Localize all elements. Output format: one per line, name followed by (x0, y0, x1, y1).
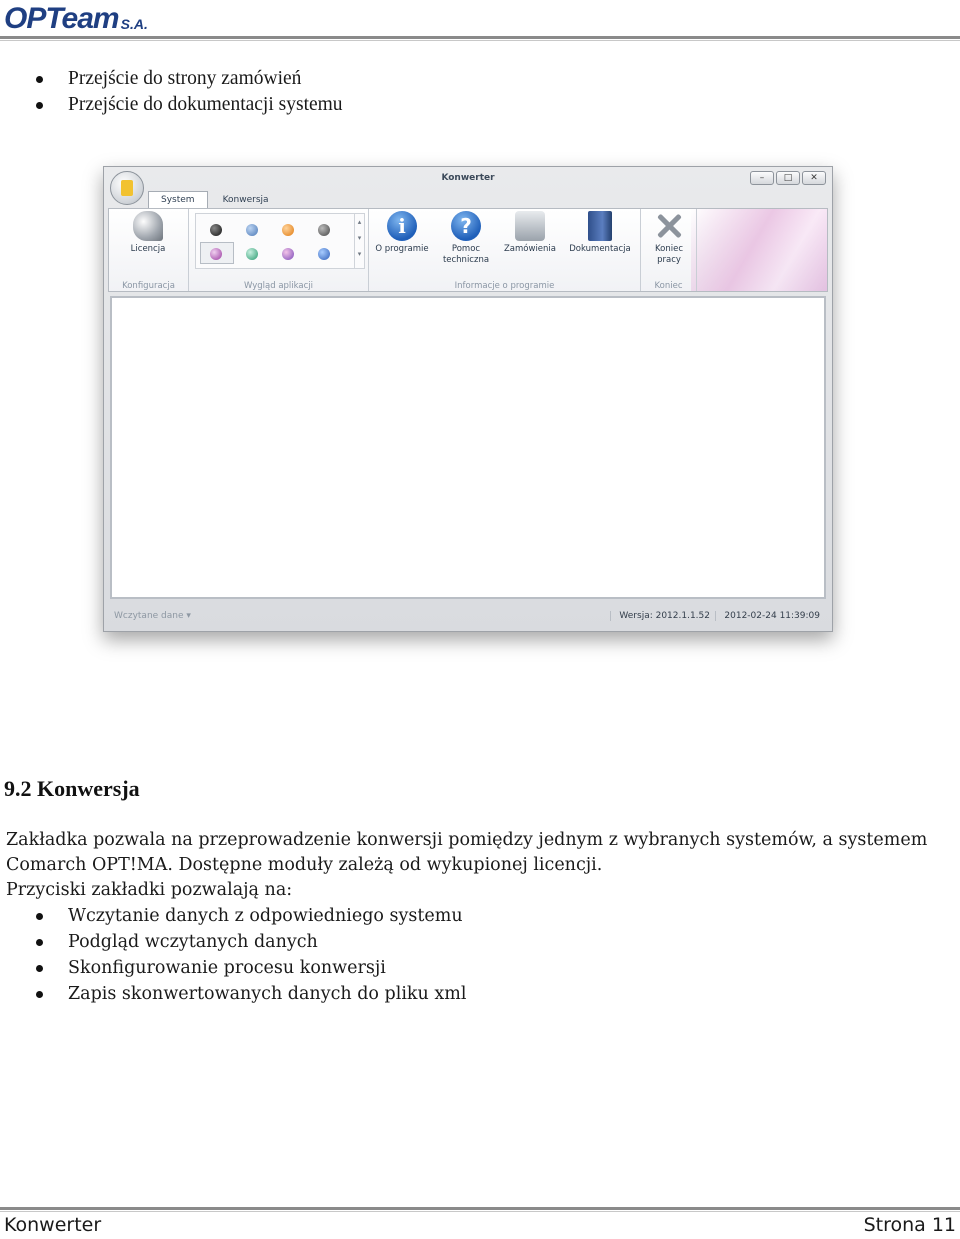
skin-green-icon[interactable] (246, 248, 258, 260)
main-content-area[interactable] (110, 296, 826, 599)
group-label: Wygląd aplikacji (243, 281, 314, 291)
dokumentacja-label: Dokumentacja (569, 244, 631, 254)
close-icon (654, 211, 684, 241)
paragraph-line: Comarch OPT!MA. Dostępne moduły zależą od wykupionej licencji. (6, 855, 603, 875)
tab-system[interactable]: System (148, 191, 208, 210)
bullet-icon (36, 965, 43, 972)
status-datetime: 2012-02-24 11:39:09 (715, 611, 820, 621)
skin-violet-icon[interactable] (282, 248, 294, 260)
skin-purple-icon[interactable] (210, 248, 222, 260)
list-item (0, 981, 466, 1007)
intro-bullet-list (0, 66, 343, 118)
minimize-button[interactable]: – (750, 171, 774, 185)
list-item (0, 66, 343, 92)
zamowienia-button[interactable] (499, 211, 561, 255)
skin-dark-icon[interactable] (318, 224, 330, 236)
bullet-icon (36, 939, 43, 946)
group-koniec (641, 209, 697, 292)
company-logo (4, 2, 148, 34)
koniec-label-2: pracy (657, 255, 681, 265)
status-bar (108, 605, 828, 627)
logo-text: OPTeam (4, 2, 119, 35)
close-button[interactable]: ✕ (802, 171, 826, 185)
group-wyglad (189, 209, 369, 292)
list-item (0, 929, 466, 955)
group-label: Konfiguracja (122, 281, 175, 291)
book-icon (588, 211, 612, 241)
footer-doc-title: Konwerter (4, 1214, 102, 1236)
section-title: 9.2 Konwersja (4, 776, 140, 801)
skin-lightblue-icon[interactable] (318, 248, 330, 260)
list-item-text: Podgląd wczytanych danych (68, 932, 318, 952)
gallery-scroll[interactable]: ▴ ▾ ▾ (354, 214, 364, 268)
koniec-label-1: Koniec (654, 244, 683, 254)
koniec-pracy-button[interactable] (638, 211, 700, 266)
group-konfiguracja (109, 209, 189, 292)
list-item (0, 92, 343, 118)
group-informacje (369, 209, 641, 292)
ribbon (108, 208, 828, 292)
bullet-icon (36, 991, 43, 998)
zamowienia-label: Zamówienia (503, 244, 556, 254)
phone-icon (515, 211, 545, 241)
app-screenshot (103, 166, 833, 632)
info-icon: i (387, 211, 417, 241)
licencja-label: Licencja (130, 244, 166, 254)
status-loaded-data[interactable]: Wczytane dane ▾ (114, 611, 191, 621)
skin-black-icon[interactable] (210, 224, 222, 236)
dokumentacja-button[interactable] (569, 211, 631, 255)
key-icon (133, 211, 163, 241)
list-item-text: Wczytanie danych z odpowiedniego systemu (68, 906, 463, 926)
maximize-button[interactable]: □ (776, 171, 800, 185)
status-version: Wersja: 2012.1.1.52 (610, 611, 710, 621)
group-label: Informacje o programie (454, 281, 555, 291)
list-item-text: Skonfigurowanie procesu konwersji (68, 958, 386, 978)
skin-gallery[interactable] (195, 213, 365, 269)
tab-konwersja[interactable]: Konwersja (222, 195, 269, 205)
list-item (0, 955, 466, 981)
paragraph-line: Zakładka pozwala na przeprowadzenie konwersji pomiędzy jednym z wybranych systemów, a systemem (6, 830, 928, 850)
paragraph-line: Przyciski zakładki pozwalają na: (6, 880, 293, 900)
bullet-icon (36, 102, 43, 109)
group-label: Koniec (654, 281, 683, 291)
header-rule (0, 36, 960, 41)
o-programie-label: O programie (375, 244, 429, 254)
list-item-text: Zapis skonwertowanych danych do pliku xml (68, 984, 467, 1004)
list-item-text: Przejście do strony zamówień (68, 68, 302, 89)
help-icon: ? (451, 211, 481, 241)
list-item-text: Przejście do dokumentacji systemu (68, 94, 343, 115)
licencja-button[interactable] (117, 211, 179, 255)
window-title: Konwerter (441, 173, 495, 183)
list-item (0, 903, 466, 929)
skin-blue-icon[interactable] (246, 224, 258, 236)
pomoc-label-2: techniczna (442, 255, 490, 265)
pomoc-button[interactable] (435, 211, 497, 266)
footer-rule (0, 1207, 960, 1212)
logo-suffix: S.A. (120, 16, 148, 32)
skin-orange-icon[interactable] (282, 224, 294, 236)
app-window (103, 166, 833, 632)
ribbon-decoration (691, 209, 827, 292)
footer-page-number: Strona 11 (863, 1214, 956, 1236)
window-controls (750, 171, 826, 185)
section-bullet-list (0, 903, 466, 1007)
pomoc-label-1: Pomoc (451, 244, 481, 254)
o-programie-button[interactable] (371, 211, 433, 255)
bullet-icon (36, 76, 43, 83)
bullet-icon (36, 913, 43, 920)
